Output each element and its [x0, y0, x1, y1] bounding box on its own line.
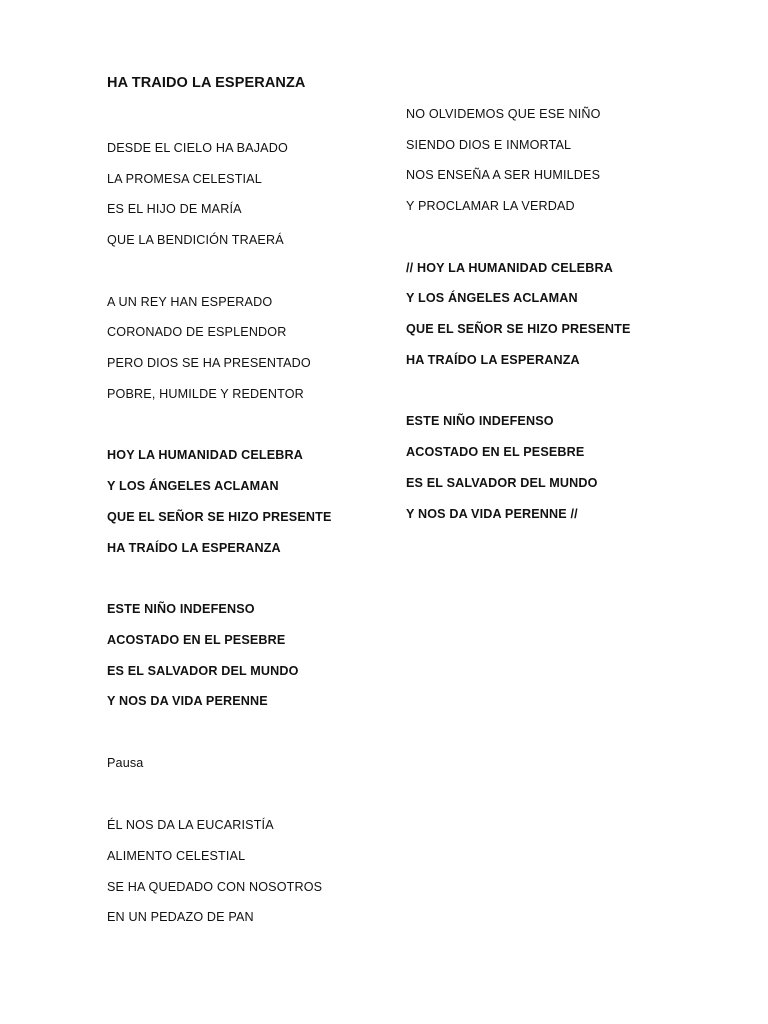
lyric-line: Y PROCLAMAR LA VERDAD — [406, 199, 575, 213]
song-title: HA TRAIDO LA ESPERANZA — [107, 75, 306, 91]
chorus-line: ESTE NIÑO INDEFENSO — [406, 414, 554, 428]
lyric-line: SIENDO DIOS E INMORTAL — [406, 138, 572, 152]
lyric-line: NOS ENSEÑA A SER HUMILDES — [406, 168, 601, 182]
lyric-line: LA PROMESA CELESTIAL — [107, 172, 262, 186]
chorus-line: Y NOS DA VIDA PERENNE — [107, 694, 268, 708]
chorus-line: ES EL SALVADOR DEL MUNDO — [406, 476, 598, 490]
chorus-line: Y NOS DA VIDA PERENNE // — [406, 507, 578, 521]
lyric-line: NO OLVIDEMOS QUE ESE NIÑO — [406, 107, 601, 121]
lyric-line: ÉL NOS DA LA EUCARISTÍA — [107, 818, 274, 832]
chorus-line: HOY LA HUMANIDAD CELEBRA — [107, 448, 304, 462]
lyric-line: PERO DIOS SE HA PRESENTADO — [107, 356, 311, 370]
lyric-line: SE HA QUEDADO CON NOSOTROS — [107, 880, 323, 894]
chorus-line: Y LOS ÁNGELES ACLAMAN — [107, 479, 279, 493]
chorus-line: HA TRAÍDO LA ESPERANZA — [107, 541, 281, 555]
pause-note: Pausa — [107, 756, 144, 770]
chorus-line: ACOSTADO EN EL PESEBRE — [107, 633, 286, 647]
chorus-line: // HOY LA HUMANIDAD CELEBRA — [406, 261, 613, 275]
chorus-line: HA TRAÍDO LA ESPERANZA — [406, 353, 580, 367]
chorus-line: QUE EL SEÑOR SE HIZO PRESENTE — [406, 322, 631, 336]
lyric-line: EN UN PEDAZO DE PAN — [107, 910, 254, 924]
chorus-line: QUE EL SEÑOR SE HIZO PRESENTE — [107, 510, 332, 524]
chorus-line: ES EL SALVADOR DEL MUNDO — [107, 664, 299, 678]
lyric-line: QUE LA BENDICIÓN TRAERÁ — [107, 233, 284, 247]
chorus-line: ESTE NIÑO INDEFENSO — [107, 602, 255, 616]
lyric-line: ALIMENTO CELESTIAL — [107, 849, 246, 863]
chorus-line: ACOSTADO EN EL PESEBRE — [406, 445, 585, 459]
lyric-line: DESDE EL CIELO HA BAJADO — [107, 141, 288, 155]
lyric-line: ES EL HIJO DE MARÍA — [107, 202, 242, 216]
chorus-line: Y LOS ÁNGELES ACLAMAN — [406, 291, 578, 305]
lyric-line: A UN REY HAN ESPERADO — [107, 295, 273, 309]
lyric-line: CORONADO DE ESPLENDOR — [107, 325, 287, 339]
lyric-line: POBRE, HUMILDE Y REDENTOR — [107, 387, 304, 401]
